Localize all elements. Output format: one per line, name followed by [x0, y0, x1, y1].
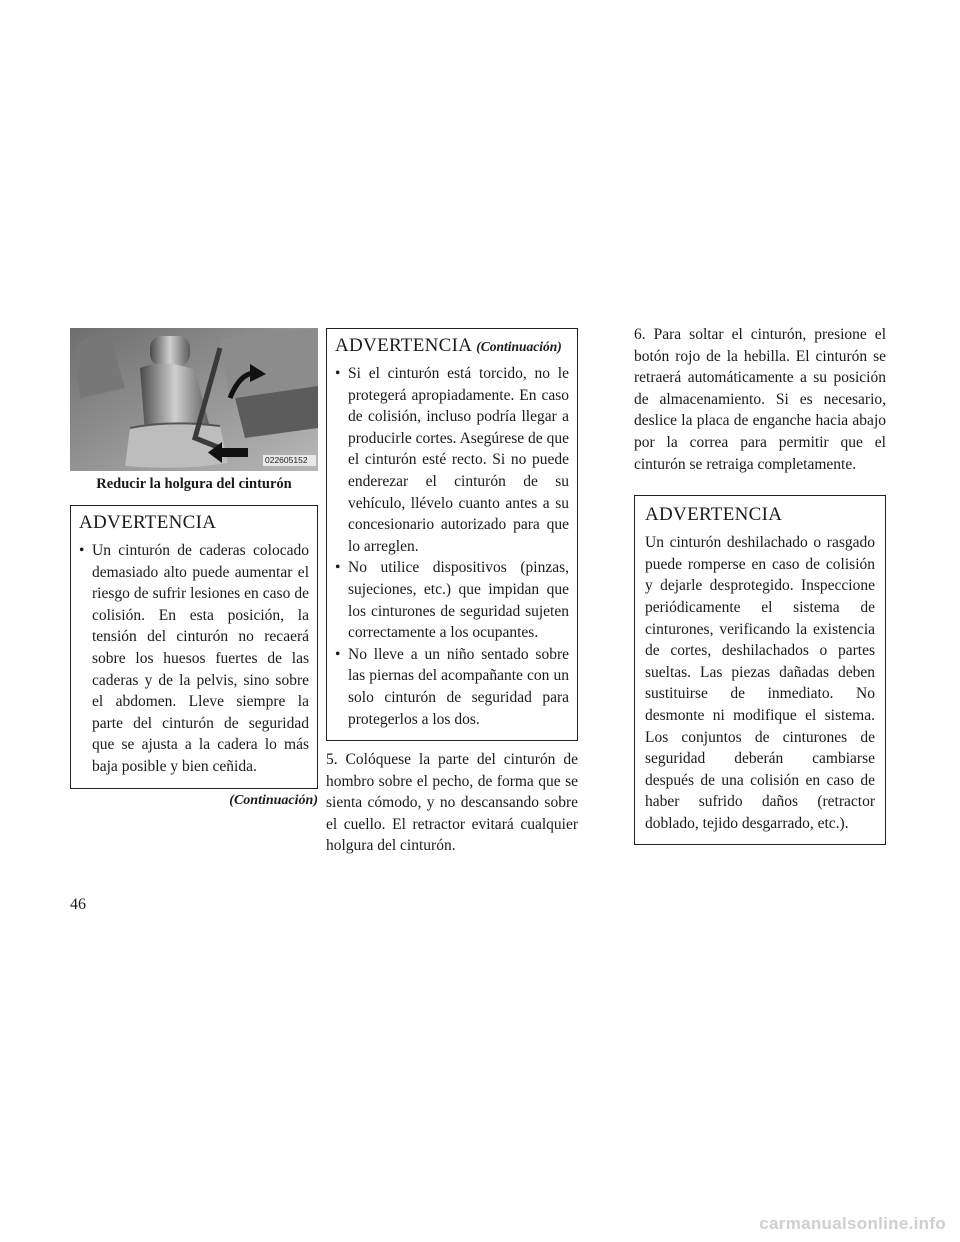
warning-title-text: ADVERTENCIA [335, 335, 473, 356]
seat-belt-illustration [70, 328, 318, 471]
warning-box-3 [634, 495, 886, 845]
column-left [70, 328, 318, 809]
column-middle [326, 328, 578, 857]
page-number: 46 [70, 896, 86, 913]
column-right [634, 324, 886, 849]
warning-item: • Un cinturón de caderas colocado demasiado alto puede aumentar el riesgo de sufrir lesiones en caso de colisión. En esta posición, la tensión del cinturón no recaerá sobre los huesos fuertes de las caderas y de la pelvis, sino sobre el abdomen. Lleve siempre la parte del cinturón de seguridad que se ajusta a la cadera lo más baja posible y bien ceñida. [79, 540, 309, 778]
figure-caption: Reducir la holgura del cinturón [96, 476, 292, 492]
warning-box-1 [70, 505, 318, 789]
figure-code: 022605152 [265, 455, 308, 465]
warning-continued: (Continuación) [476, 339, 562, 354]
continued-label: (Continuación) [229, 792, 318, 808]
watermark: carmanualsonline.info [759, 1214, 946, 1233]
step-6-paragraph: 6. Para soltar el cinturón, presione el botón rojo de la hebilla. El cinturón se retraerá automáticamente a su posición de almacenamiento. Si es necesario, deslice la placa de enganche hacia abajo por la correa para permitir que el cinturón se retraiga completamente. [634, 326, 886, 473]
warning-title: ADVERTENCIA [645, 504, 783, 526]
warning-item: • No lleve a un niño sentado sobre las piernas del acompañante con un solo cinturón de seguridad para protegerlos a los dos. [335, 644, 569, 730]
seat-illustration-graphic [70, 328, 318, 471]
warning-item: • Si el cinturón está torcido, no le protegerá apropiadamente. En caso de colisión, incluso podría llegar a producirle cortes. Asegúrese de que el cinturón esté recto. Si no puede enderezar el cinturón de su vehículo, llévelo cuanto antes a su concesionario autorizado para que lo arreglen. [335, 363, 569, 557]
warning-list [79, 540, 309, 778]
warning-list [335, 363, 569, 730]
warning-item: • No utilice dispositivos (pinzas, sujeciones, etc.) que impidan que los cinturones de seguridad sujeten correctamente a los ocupantes. [335, 557, 569, 643]
warning-title: ADVERTENCIA [79, 512, 217, 533]
warning-title [335, 335, 569, 357]
step-5-paragraph: 5. Colóquese la parte del cinturón de hombro sobre el pecho, de forma que se sienta cómodo, y no descansando sobre el cuello. El retractor evitará cualquier holgura del cinturón. [326, 751, 578, 855]
warning-text: Un cinturón deshilachado o rasgado puede romperse en caso de colisión y dejarle desprotegido. Inspeccione periódicamente el sistema de cinturones, verificando la existencia de cortes, deshilachados o partes sueltas. Las piezas dañadas deben sustituirse de inmediato. No desmonte ni modifique el sistema. Los conjuntos de cinturones de seguridad deberán cambiarse después de una colisión en caso de haber sufrido daños (retractor doblado, tejido desgarrado, etc.). [645, 534, 875, 832]
warning-box-2 [326, 328, 578, 741]
